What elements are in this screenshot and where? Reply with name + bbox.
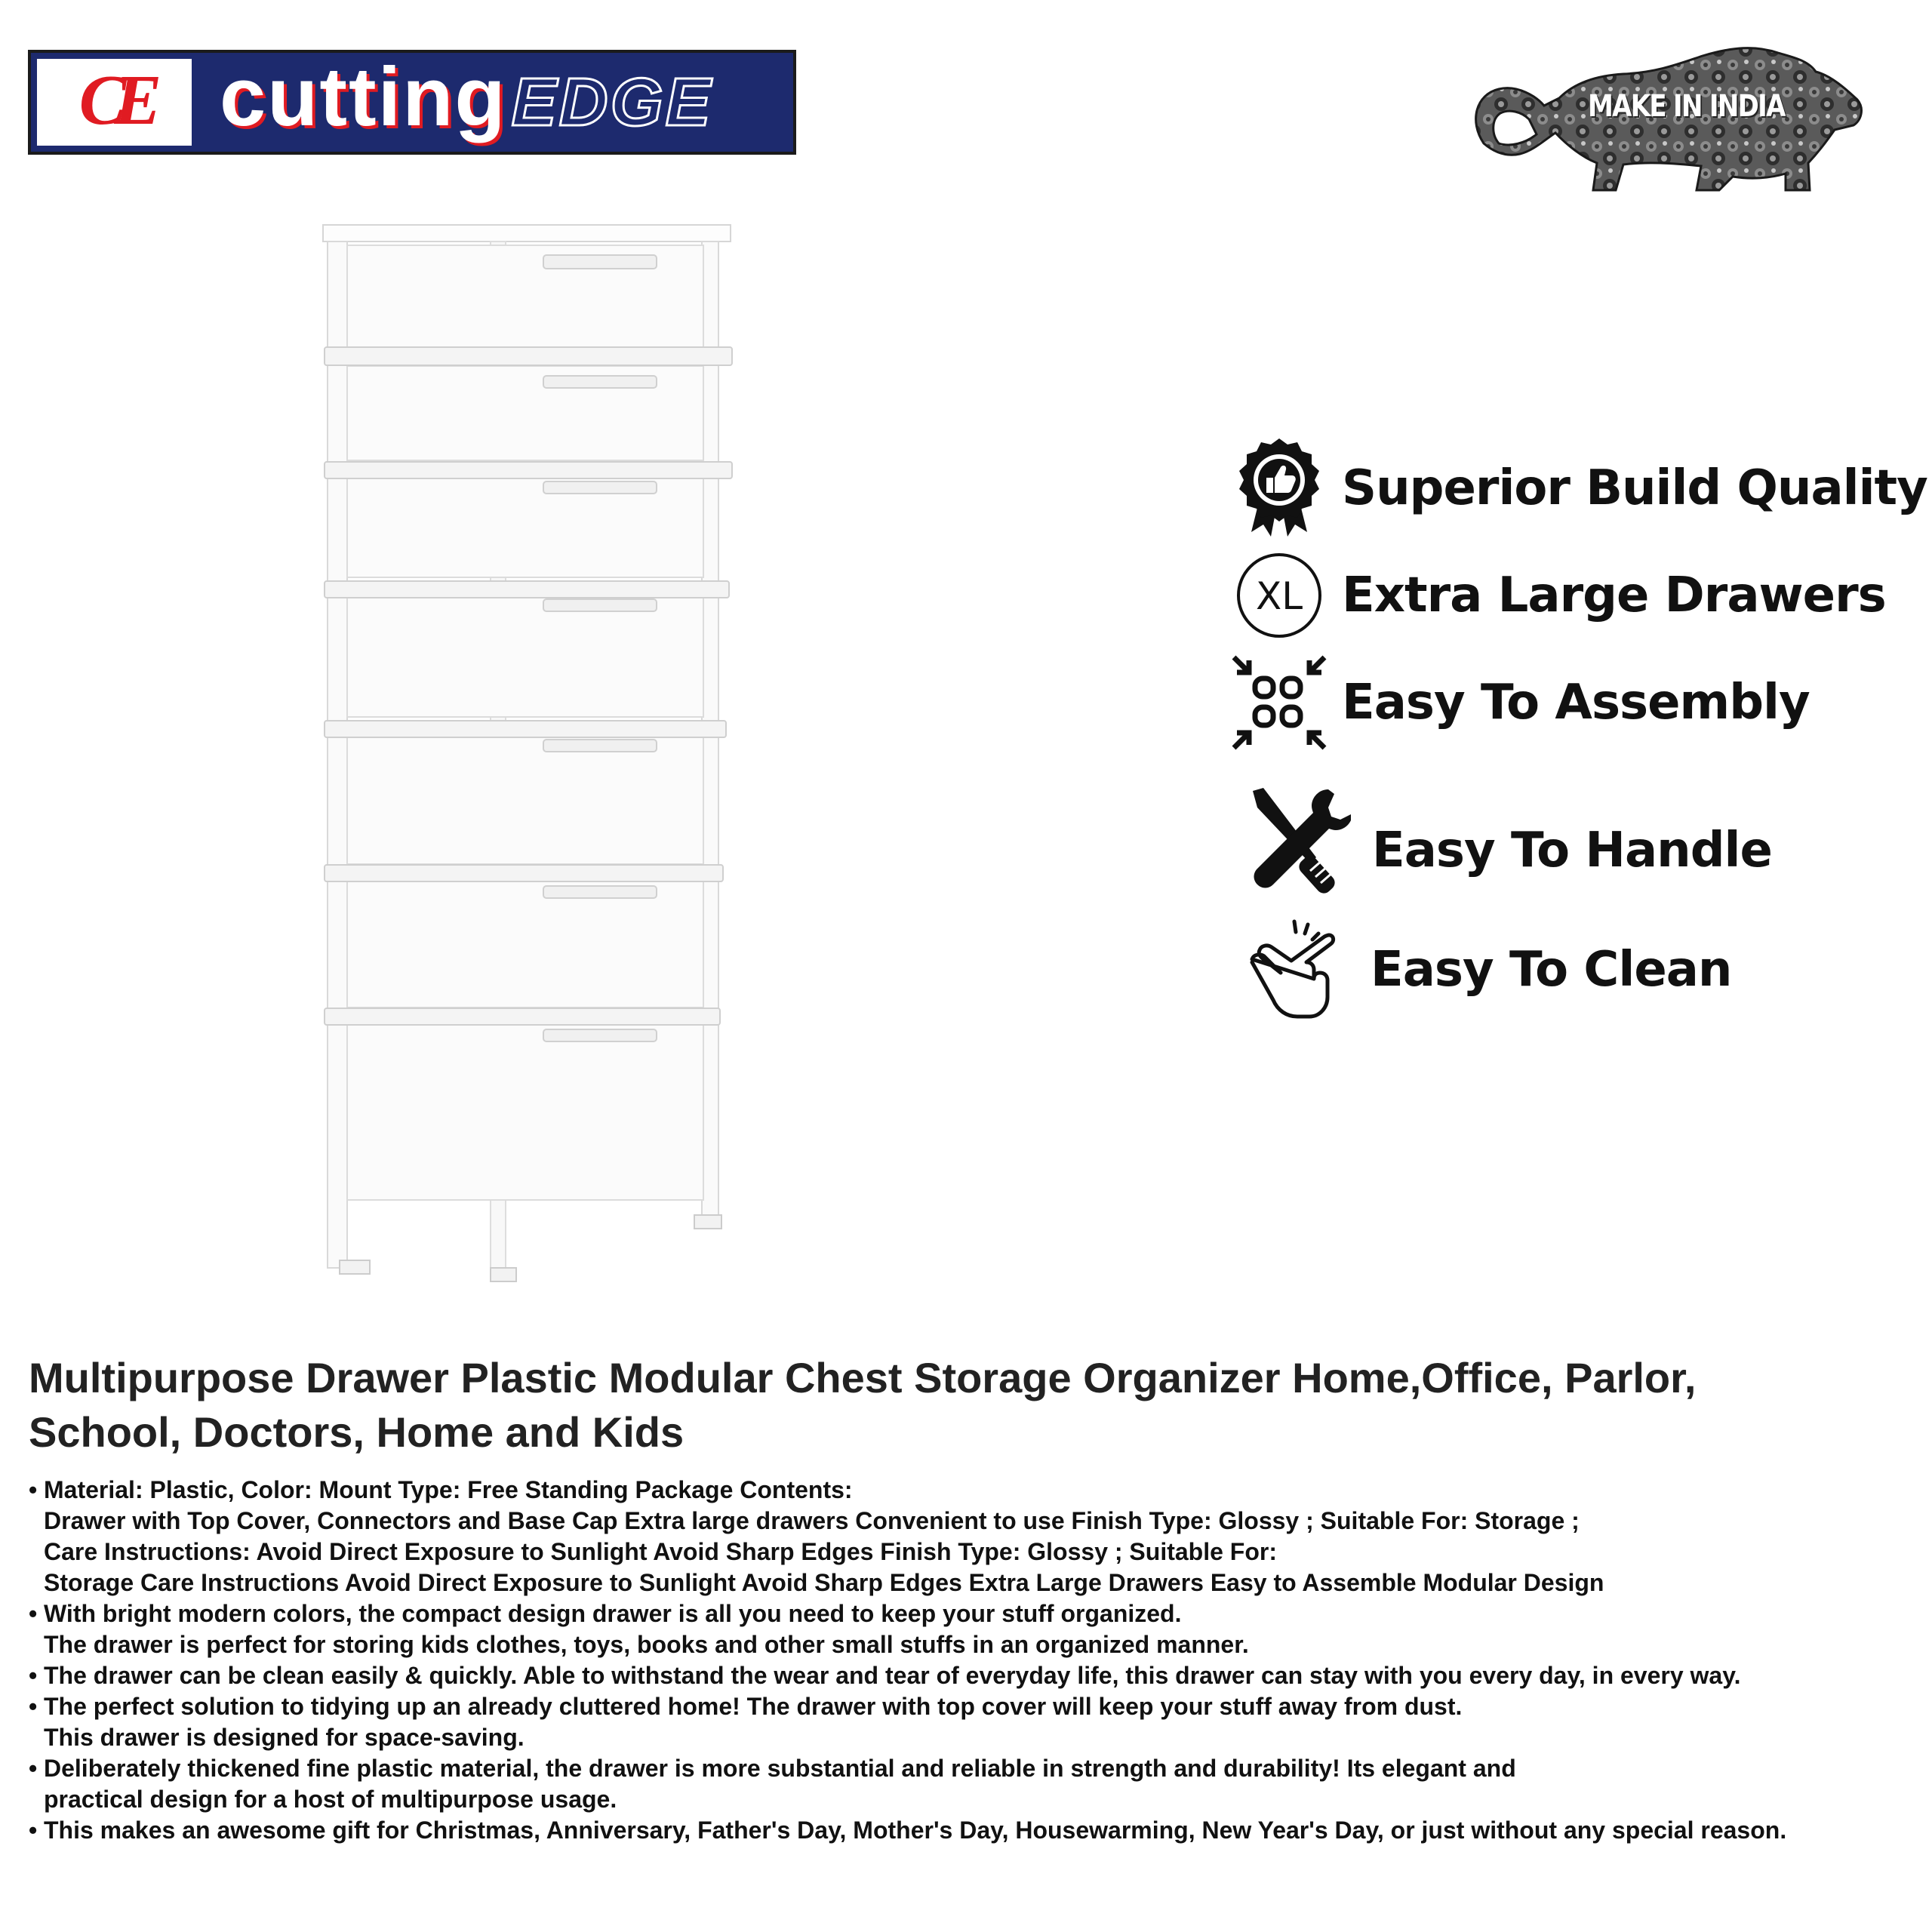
feature-bullet-list [29,1475,1915,1846]
bullet-line: • The perfect solution to tidying up an already cluttered home! The drawer with top cover will keep your stuff away from dust. [44,1693,1463,1720]
brand-mark-text: CE [78,61,150,140]
product-title-line: Multipurpose Drawer Plastic Modular Chest Storage Organizer Home,Office, Parlor, [29,1354,1697,1401]
make-in-india-badge [1454,30,1876,204]
bullet-line: practical design for a host of multipurpose usage. [44,1786,617,1813]
make-in-india-text: MAKE IN INDIA [1588,89,1785,124]
bullet-item [29,1660,1915,1691]
bullet-line: • With bright modern colors, the compact design drawer is all you need to keep your stuff organized. [44,1600,1182,1627]
product-title-line: School, Doctors, Home and Kids [29,1408,685,1456]
feature-label: Superior Build Quality [1342,460,1927,516]
feature-easy-to-handle [1238,785,1772,898]
feature-label: Easy To Assembly [1342,675,1810,731]
brand-name-part2: EDGE [511,65,713,140]
bullet-line: • The drawer can be clean easily & quickly. Able to withstand the wear and tear of everyday life, this drawer can stay with you every day, in every way. [44,1662,1741,1689]
tools-icon [1238,785,1351,898]
bullet-item [29,1815,1915,1846]
product-image [317,219,740,1291]
feature-easy-to-clean [1238,913,1731,1026]
assembly-icon [1223,646,1336,759]
brand-name-part1: cutting [220,51,507,143]
bullet-item [29,1598,1915,1660]
brand-name [220,51,713,143]
brand-mark [37,59,192,146]
bullet-item [29,1475,1915,1598]
brand-logo [28,50,796,155]
bullet-line: • Deliberately thickened fine plastic material, the drawer is more substantial and reliable in strength and durability! Its elegant and [44,1755,1516,1782]
bullet-line: Drawer with Top Cover, Connectors and Base Cap Extra large drawers Convenient to use Finish Type: Glossy ; Suitable For: Storage ; [44,1507,1580,1534]
bullet-line: • Material: Plastic, Color: Mount Type: Free Standing Package Contents: [44,1476,853,1503]
feature-label: Easy To Clean [1371,942,1732,998]
bullet-line: • This makes an awesome gift for Christmas, Anniversary, Father's Day, Mother's Day, Housewarming, New Year's Day, or just without any special reason. [44,1817,1787,1844]
clean-hand-icon [1238,913,1351,1026]
xl-icon-text: XL [1255,574,1303,618]
drawer-unit-illustration [317,219,740,1291]
bullet-line: Storage Care Instructions Avoid Direct Exposure to Sunlight Avoid Sharp Edges Extra Large Drawers Easy to Assemble Modular Design [44,1569,1604,1596]
bullet-item [29,1691,1915,1753]
bullet-line: Care Instructions: Avoid Direct Exposure to Sunlight Avoid Sharp Edges Finish Type: Glossy ; Suitable For: [44,1538,1277,1565]
feature-easy-to-assembly [1223,646,1810,759]
bullet-line: The drawer is perfect for storing kids clothes, toys, books and other small stuffs in an organized manner. [44,1631,1249,1658]
feature-label: Extra Large Drawers [1342,568,1886,623]
bullet-item [29,1753,1915,1815]
quality-badge-icon [1223,432,1336,545]
xl-circle-icon [1223,539,1336,652]
feature-superior-build-quality [1223,432,1927,545]
product-title [29,1351,1900,1460]
feature-extra-large-drawers [1223,539,1886,652]
bullet-line: This drawer is designed for space-saving. [44,1724,525,1751]
feature-label: Easy To Handle [1372,823,1772,878]
